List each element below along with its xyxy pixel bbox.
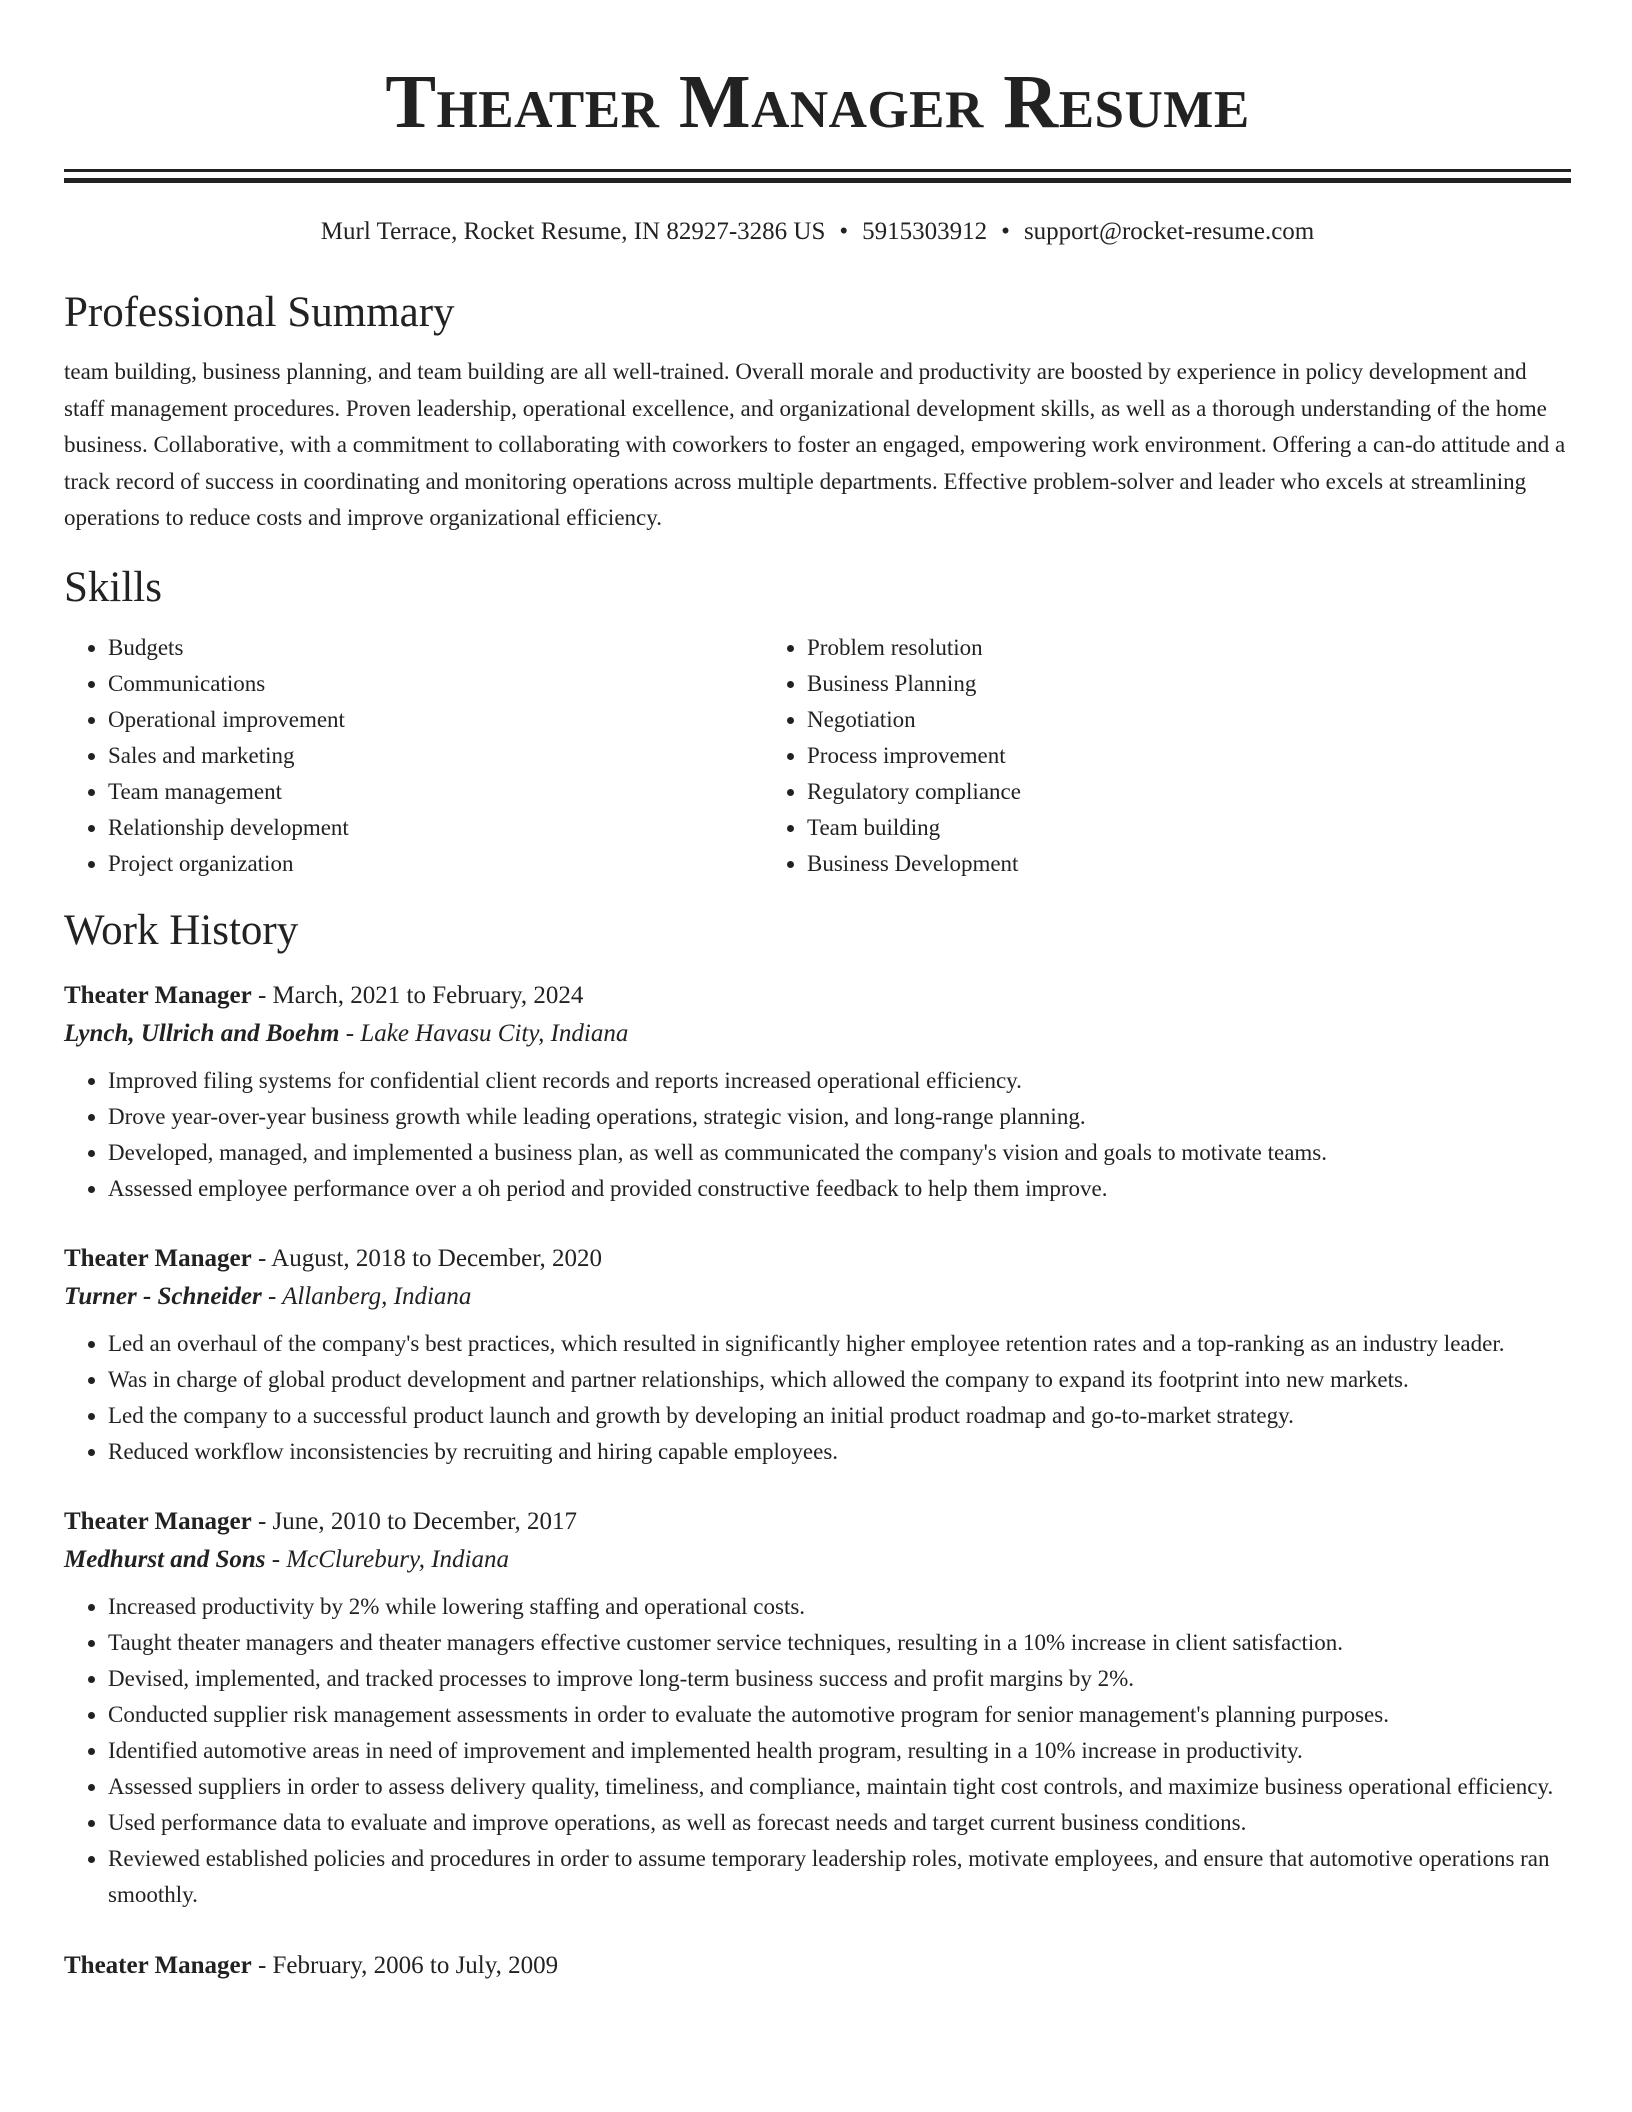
- job-title-line: [64, 1948, 1571, 1984]
- job-bullet: • Increased productivity by 2% while lowering staffing and operational costs.: [108, 1589, 1571, 1625]
- job-bullet: • Conducted supplier risk management assessments in order to evaluate the automotive program for senior management's planning purposes.: [108, 1697, 1571, 1733]
- job-bullet: • Used performance data to evaluate and improve operations, as well as forecast needs and target current business conditions.: [108, 1805, 1571, 1841]
- job-dates: - March, 2021 to February, 2024: [251, 981, 584, 1009]
- summary-heading: Professional Summary: [64, 289, 455, 336]
- job-bullet: • Identified automotive areas in need of improvement and implemented health program, resulting in a 10% increase in productivity.: [108, 1733, 1571, 1769]
- job-title-line: [64, 978, 1571, 1014]
- skill-item: • Problem resolution: [807, 630, 1460, 666]
- contact-email: support@rocket-resume.com: [1023, 218, 1315, 245]
- job-bullet: • Taught theater managers and theater managers effective customer service techniques, resulting in a 10% increase in client satisfaction.: [108, 1625, 1571, 1661]
- job-bullet: • Devised, implemented, and tracked processes to improve long-term business success and profit margins by 2%.: [108, 1661, 1571, 1697]
- skill-item: • Team building: [807, 810, 1460, 846]
- job-entry: [64, 978, 1571, 1207]
- title-divider-top: [64, 169, 1571, 172]
- job-bullet: • Developed, managed, and implemented a business plan, as well as communicated the company's vision and goals to motivate teams.: [108, 1135, 1571, 1171]
- skill-item: • Regulatory compliance: [807, 774, 1460, 810]
- job-location: - Allanberg, Indiana: [261, 1282, 472, 1310]
- job-entry: [64, 1948, 1571, 1984]
- skills-column-left: [64, 630, 762, 882]
- job-bullet: • Improved filing systems for confidential client records and reports increased operational efficiency.: [108, 1063, 1571, 1099]
- resume-page: [64, 0, 1571, 1984]
- contact-phone: 5915303912: [862, 218, 988, 245]
- skill-item: • Team management: [108, 774, 762, 810]
- job-bullet: • Reduced workflow inconsistencies by recruiting and hiring capable employees.: [108, 1434, 1571, 1470]
- title-divider-bottom: [64, 178, 1571, 183]
- job-bullet: • Assessed suppliers in order to assess delivery quality, timeliness, and compliance, maintain tight cost controls, and maximize business operational efficiency.: [108, 1769, 1571, 1805]
- work-history-heading: Work History: [64, 906, 299, 954]
- job-bullet: • Drove year-over-year business growth while leading operations, strategic vision, and long-range planning.: [108, 1099, 1571, 1135]
- job-bullet: • Was in charge of global product development and partner relationships, which allowed the company to expand its footprint into new markets.: [108, 1362, 1571, 1398]
- job-title: Theater Manager: [64, 1951, 252, 1979]
- job-company: Lynch, Ullrich and Boehm: [64, 1019, 340, 1047]
- job-company: Turner - Schneider: [64, 1282, 262, 1310]
- skill-item: • Negotiation: [807, 702, 1460, 738]
- contact-line: [64, 217, 1571, 247]
- skill-item: • Business Development: [807, 846, 1460, 882]
- job-company-line: [64, 1540, 1571, 1580]
- skills-column-right: [762, 630, 1460, 882]
- job-entry: [64, 1241, 1571, 1470]
- skill-item: • Budgets: [108, 630, 762, 666]
- job-bullets: [64, 1063, 1571, 1207]
- job-location: - Lake Havasu City, Indiana: [339, 1019, 629, 1047]
- job-title-line: [64, 1241, 1571, 1277]
- job-bullet: • Reviewed established policies and procedures in order to assume temporary leadership roles, motivate employees, and ensure that automotive operations ran smoothly.: [108, 1841, 1571, 1913]
- skills-list: [64, 630, 1571, 882]
- job-company-line: [64, 1277, 1571, 1317]
- job-bullet: • Led an overhaul of the company's best practices, which resulted in significantly higher employee retention rates and a top-ranking as an industry leader.: [108, 1326, 1571, 1362]
- job-bullets: [64, 1326, 1571, 1470]
- skill-item: • Relationship development: [108, 810, 762, 846]
- job-bullet: • Led the company to a successful product launch and growth by developing an initial product roadmap and go-to-market strategy.: [108, 1398, 1571, 1434]
- contact-separator: •: [1001, 218, 1010, 245]
- job-title: Theater Manager: [64, 981, 252, 1009]
- job-bullets: [64, 1589, 1571, 1913]
- job-company-line: [64, 1014, 1571, 1054]
- job-entry: [64, 1504, 1571, 1913]
- job-title-line: [64, 1504, 1571, 1540]
- skill-item: • Operational improvement: [108, 702, 762, 738]
- skill-item: • Project organization: [108, 846, 762, 882]
- job-dates: - February, 2006 to July, 2009: [251, 1951, 559, 1979]
- contact-separator: •: [839, 218, 849, 245]
- skill-item: • Sales and marketing: [108, 738, 762, 774]
- skill-item: • Communications: [108, 666, 762, 702]
- skills-heading: Skills: [64, 563, 162, 611]
- skill-item: • Business Planning: [807, 666, 1460, 702]
- job-title: Theater Manager: [64, 1244, 252, 1272]
- summary-text: team building, business planning, and team building are all well-trained. Overall morale and productivity are boosted by experience in policy development and staff management procedures. Proven leadership, operational excellence, and organizational development skills, as well as a thorough understanding of the home business. Collaborative, with a commitment to collaborating with coworkers to foster an engaged, empowering work environment. Offering a can-do attitude and a track record of success in coordinating and monitoring operations across multiple departments. Effective problem-solver and leader who excels at streamlining operations to reduce costs and improve organizational efficiency.: [64, 359, 1566, 530]
- job-bullet: • Assessed employee performance over a oh period and provided constructive feedback to help them improve.: [108, 1171, 1571, 1207]
- job-location: - McClurebury, Indiana: [265, 1545, 509, 1573]
- skill-item: • Process improvement: [807, 738, 1460, 774]
- job-dates: - August, 2018 to December, 2020: [251, 1244, 603, 1272]
- job-dates: - June, 2010 to December, 2017: [251, 1507, 577, 1535]
- job-title: Theater Manager: [64, 1507, 252, 1535]
- contact-address: Murl Terrace, Rocket Resume, IN 82927-3286 US: [320, 218, 826, 245]
- page-title: Theater Manager Resume: [385, 60, 1250, 144]
- job-company: Medhurst and Sons: [64, 1545, 266, 1573]
